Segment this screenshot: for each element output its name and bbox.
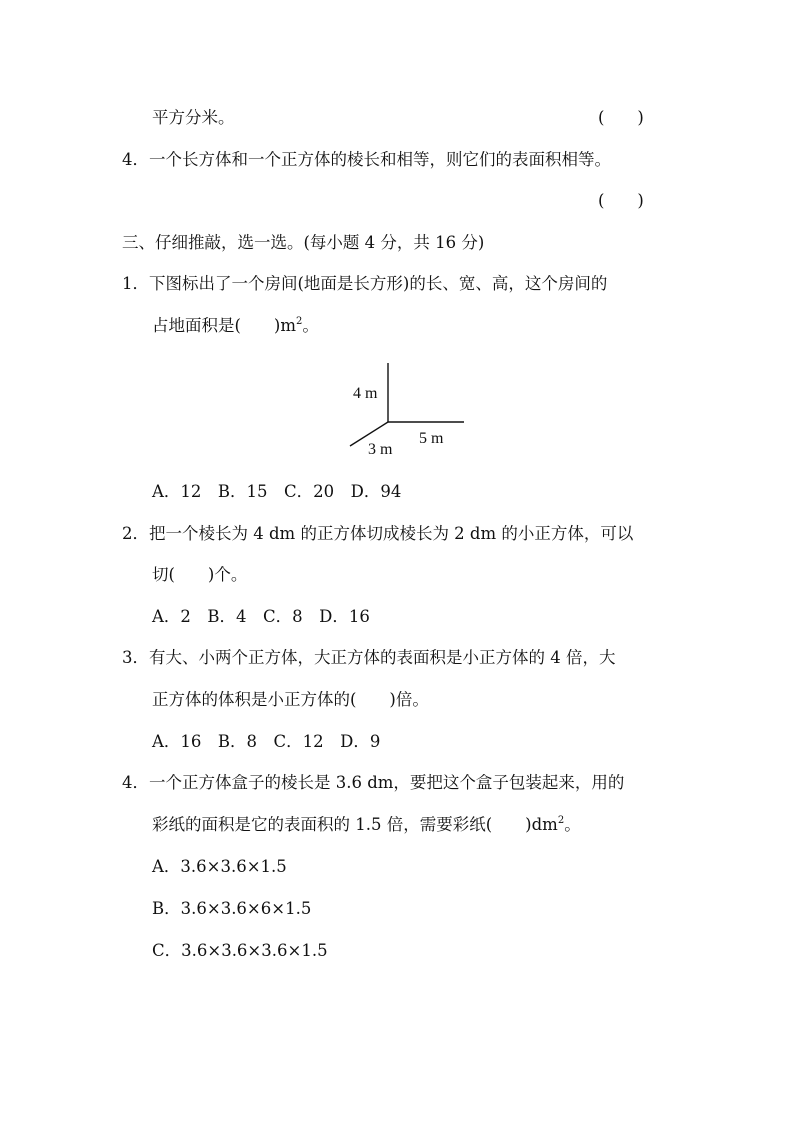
item3-continuation: 平方分米。: [152, 108, 235, 127]
q4-line2: [152, 815, 581, 835]
q4-line2-text: 彩纸的面积是它的表面积的 1.5 倍，需要彩纸( )dm: [152, 815, 558, 834]
item4-answer-bracket[interactable]: ( ): [598, 191, 644, 210]
q4-line1: 4．一个正方体盒子的棱长是 3.6 dm，要把这个盒子包装起来，用的: [122, 773, 625, 792]
q1-line2-end: 。: [302, 316, 319, 335]
section3-heading: 三、仔细推敲，选一选。(每小题 4 分，共 16 分): [122, 233, 485, 252]
q4-option-b[interactable]: B．3.6×3.6×6×1.5: [152, 899, 312, 918]
q3-line1: 3．有大、小两个正方体，大正方体的表面积是小正方体的 4 倍，大: [122, 648, 616, 667]
q1-line1: 1．下图标出了一个房间(地面是长方形)的长、宽、高，这个房间的: [122, 274, 608, 293]
q4-unit-superscript: 2: [557, 815, 565, 826]
height-label: 4 m: [353, 385, 378, 402]
q4-option-a[interactable]: A．3.6×3.6×1.5: [152, 857, 287, 876]
q1-options[interactable]: A．12 B．15 C．20 D．94: [152, 482, 402, 501]
room-dimension-figure: [340, 355, 480, 465]
length-label: 5 m: [419, 430, 444, 447]
width-label: 3 m: [368, 441, 393, 458]
q1-line2: [152, 316, 319, 336]
q4-option-c[interactable]: C．3.6×3.6×3.6×1.5: [152, 941, 328, 960]
item4-statement: 4．一个长方体和一个正方体的棱长和相等，则它们的表面积相等。: [122, 150, 611, 169]
q3-options[interactable]: A．16 B．8 C．12 D．9: [152, 732, 381, 751]
q4-line2-end: 。: [564, 815, 581, 834]
q3-line2: 正方体的体积是小正方体的( )倍。: [152, 690, 429, 709]
q2-line2: 切( )个。: [152, 565, 248, 584]
q2-line1: 2．把一个棱长为 4 dm 的正方体切成棱长为 2 dm 的小正方体，可以: [122, 524, 634, 543]
item3-answer-bracket[interactable]: ( ): [598, 108, 644, 127]
q1-line2-text: 占地面积是( )m: [152, 316, 297, 335]
q2-options[interactable]: A．2 B．4 C．8 D．16: [152, 607, 370, 626]
q1-unit-superscript: 2: [296, 316, 303, 327]
